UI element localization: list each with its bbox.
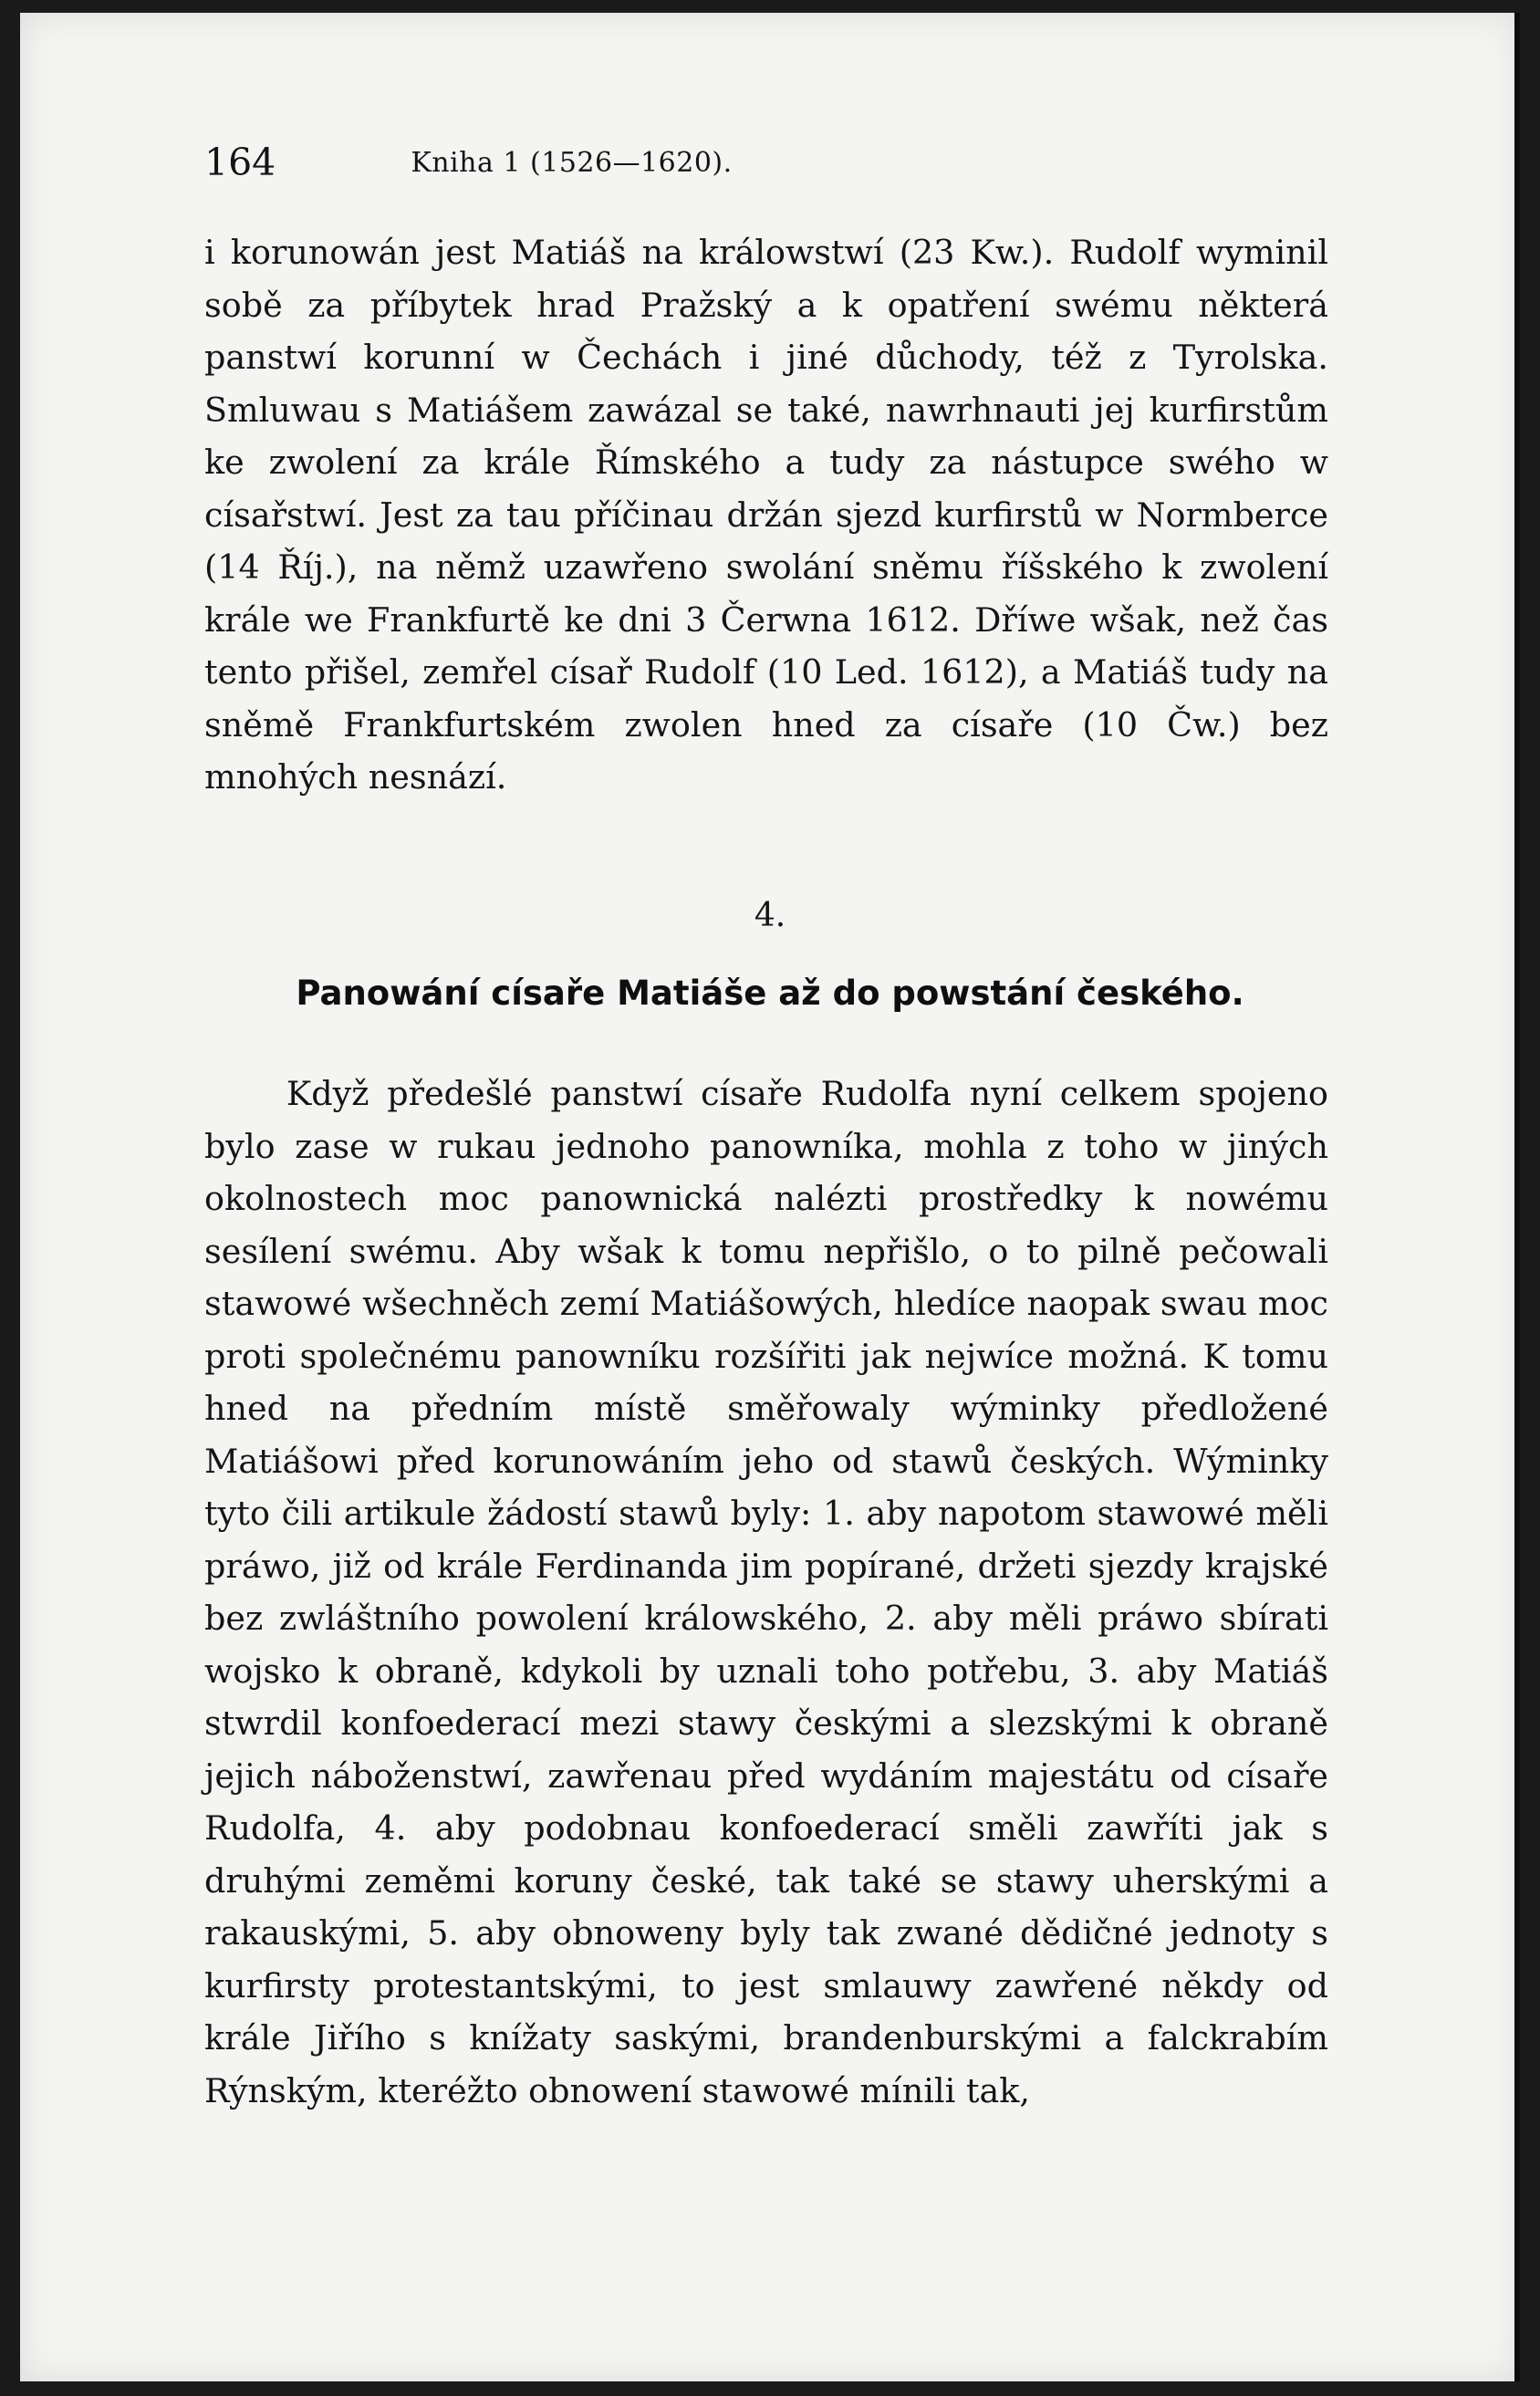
page-header	[204, 139, 939, 186]
running-head: Kniha 1 (1526—1620).	[411, 147, 733, 179]
paragraph-continuation: i korunowán jest Matiáš na králowstwí (23 Kw.). Rudolf wyminil sobě za příbytek hrad Pražský a k opatření swému některá panstwí korunní w Čechách i jiné důchody, též z Tyrolska. Smluwau s Matiášem zawázal se také, nawrhnauti jej kurfirstům ke zwolení za krále Římského a tudy za nástupce swého w císařstwí. Jest za tau příčinau držán sjezd kurfirstů w Normberce (14 Říj.), na němž uzawřeno swolání sněmu říšského k zwolení krále we Frankfurtě ke dni 3 Čerwna 1612. Dříwe wšak, než čas tento přišel, zemřel císař Rudolf (10 Led. 1612), a Matiáš tudy na sněmě Frankfurtském zwolen hned za císaře (10 Čw.) bez mnohých nesnází.	[204, 233, 1328, 797]
paragraph-section-body: Když předešlé panstwí císaře Rudolfa nyní celkem spojeno bylo zase w rukau jednoho panowníka, mohla z toho w jiných okolnostech moc panownická nalézti prostředky k nowému sesílení swému. Aby wšak k tomu nepřišlo, o to pilně pečowali stawowé wšechněch zemí Matiášowých, hledíce naopak swau moc proti společnému panowníku rozšířiti jak nejwíce možná. K tomu hned na předním místě směřowaly wýminky předložené Matiášowi před korunowáním jeho od stawů českých. Wýminky tyto čili artikule žádostí stawů byly: 1. aby napotom stawowé měli práwo, již od krále Ferdinanda jim popírané, držeti sjezdy krajské bez zwláštního powolení králowského, 2. aby měli práwo sbírati wojsko k obraně, kdykoli by uznali toho potřebu, 3. aby Matiáš stwrdil konfoederací mezi stawy českými a slezskými k obraně jejich náboženstwí, zawřenau před wydáním majestátu od císaře Rudolfa, 4. aby podobnau konfoederací směli zawříti jak s druhými zeměmi koruny české, tak také se stawy uherskými a rakauskými, 5. aby obnoweny byly tak zwané dědičné jednoty s kurfirsty protestantskými, to jest smlauwy zawřené někdy od krále Jiřího s knížaty saskými, brandenburskými a falckrabím Rýnským, kteréžto obnowení stawowé mínili tak,	[204, 1074, 1328, 2110]
section-number: 4.	[754, 897, 786, 934]
section-title: Panowání císaře Matiáše až do powstání českého.	[296, 974, 1244, 1013]
page-number: 164	[204, 141, 276, 184]
page-edge-shadow	[1514, 13, 1520, 2381]
